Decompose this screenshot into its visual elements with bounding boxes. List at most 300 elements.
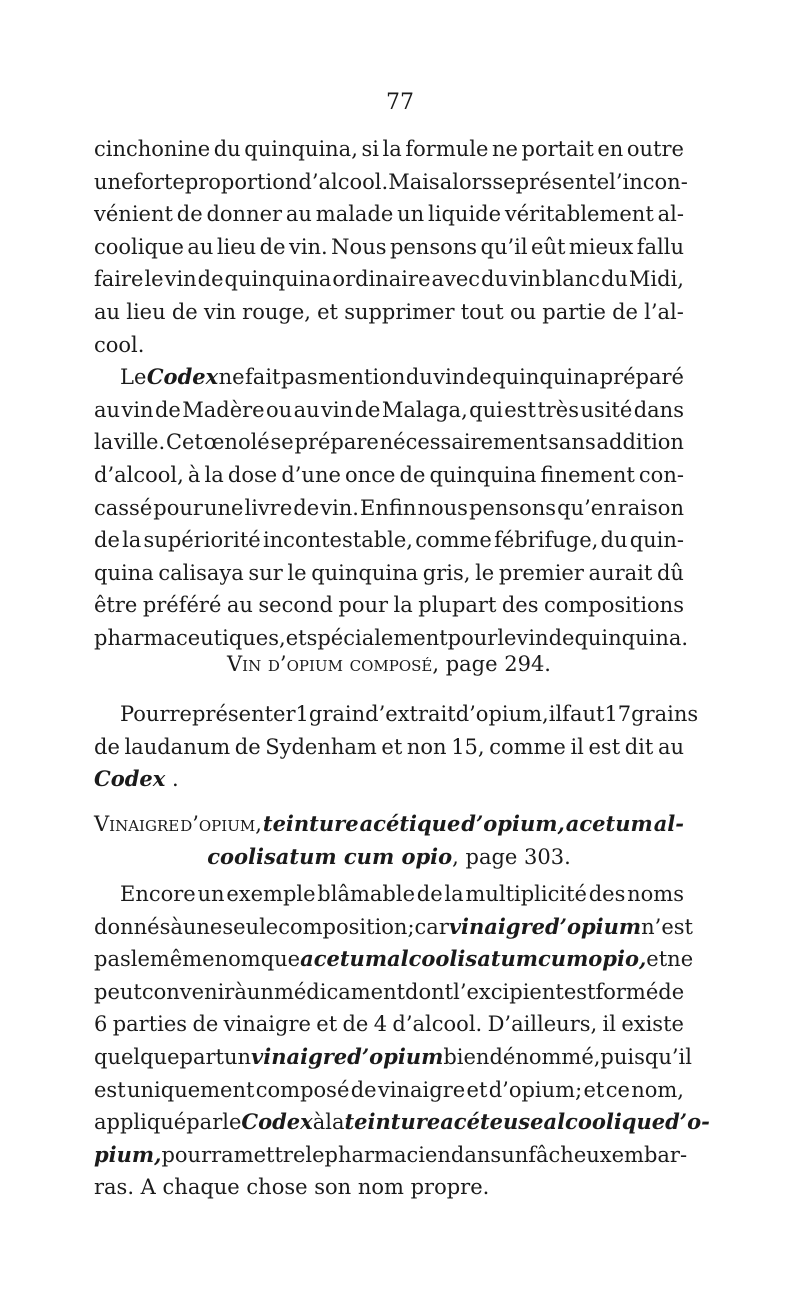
word: outre xyxy=(626,137,684,161)
word: pourra xyxy=(161,1142,234,1167)
word: et xyxy=(285,625,307,650)
word: dénommé, xyxy=(489,1044,601,1069)
word: ordinaire xyxy=(332,267,431,292)
word: au xyxy=(293,397,320,422)
italic-word: alcoolisatum xyxy=(387,946,539,972)
word: 4 xyxy=(373,1012,388,1037)
word: n’est xyxy=(641,914,693,939)
word: quinquina xyxy=(429,462,537,487)
word: Mais xyxy=(388,169,440,194)
word: nous xyxy=(417,495,468,520)
word: appliqué xyxy=(94,1110,187,1135)
word: uniquement xyxy=(126,1077,255,1102)
word: est xyxy=(588,734,621,759)
word: part xyxy=(179,1044,224,1069)
word: la xyxy=(444,882,464,906)
word: exemple xyxy=(226,882,316,906)
word: noms xyxy=(627,882,684,906)
word: la xyxy=(122,528,142,553)
text-line xyxy=(94,524,684,557)
italic-word: teinture xyxy=(262,811,359,836)
word: dose xyxy=(227,462,278,487)
word: médicament xyxy=(273,979,406,1004)
word: l’incon- xyxy=(609,169,688,194)
italic-word: d’opium xyxy=(545,913,642,939)
word: d’extrait xyxy=(365,702,456,726)
text-line xyxy=(94,976,684,1009)
word: proportion xyxy=(184,169,299,194)
word: fallu xyxy=(636,234,684,259)
small-caps-word: d’opium, xyxy=(180,812,262,836)
italic-word: d’o- xyxy=(665,1109,710,1135)
word: se xyxy=(270,430,294,455)
word: comme xyxy=(489,734,566,759)
text-run: , page 294. xyxy=(432,652,551,676)
word: est xyxy=(94,1077,126,1102)
word: pensons xyxy=(468,495,557,520)
word: la xyxy=(204,462,224,487)
word: de xyxy=(416,882,443,906)
italic-word: cum xyxy=(538,946,589,972)
page-number: 77 xyxy=(386,90,414,115)
word: spécialement xyxy=(306,625,448,650)
word: laudanum xyxy=(124,734,231,759)
text-line xyxy=(94,1106,710,1139)
word: d’alcool. xyxy=(392,1012,483,1037)
text-line xyxy=(94,133,684,166)
word: du xyxy=(481,267,508,292)
word: quin- xyxy=(629,528,684,553)
word: nom xyxy=(214,947,261,972)
word: composé xyxy=(255,1077,350,1102)
word: quelque xyxy=(94,1044,180,1069)
text-line xyxy=(94,557,684,590)
text-line xyxy=(94,589,684,622)
word: de xyxy=(342,1012,369,1037)
word: de xyxy=(176,202,203,227)
word: le xyxy=(222,1110,242,1135)
word: existe xyxy=(621,1012,684,1037)
text-line xyxy=(94,878,684,911)
word: 15, xyxy=(451,734,485,759)
text-line xyxy=(94,263,684,296)
word: dont xyxy=(405,979,454,1004)
word: d’opium; xyxy=(488,1077,583,1102)
word: de xyxy=(399,462,426,487)
word: vin. xyxy=(320,495,359,520)
word: mention xyxy=(318,365,406,390)
word: se xyxy=(492,169,516,194)
word: Midi, xyxy=(628,267,684,292)
word: vin. xyxy=(288,234,328,259)
word: tout xyxy=(460,299,504,324)
italic-word: alcoolique xyxy=(543,1109,666,1135)
text-line xyxy=(94,231,684,264)
word: quinquina xyxy=(224,267,332,292)
word: vin xyxy=(121,397,154,422)
text-line xyxy=(94,361,684,394)
word: d’alcool. xyxy=(298,169,389,194)
word: ou xyxy=(266,397,293,422)
word: 17 xyxy=(604,702,632,726)
text-line xyxy=(94,648,684,681)
text-line xyxy=(94,492,684,525)
word: vin xyxy=(508,267,542,292)
word: non xyxy=(406,734,447,759)
word: faut xyxy=(562,702,605,726)
word: une xyxy=(203,495,244,520)
word: représenter xyxy=(169,702,296,726)
italic-word: Codex xyxy=(241,1109,313,1135)
text-line xyxy=(94,459,684,492)
word: et xyxy=(646,947,668,972)
word: bien xyxy=(443,1044,490,1069)
word: dit xyxy=(624,734,654,759)
word: donnés xyxy=(94,914,171,939)
text-line xyxy=(94,731,684,764)
word: supériorité xyxy=(143,528,261,553)
word: et xyxy=(316,1012,338,1037)
italic-text: Codex xyxy=(94,766,166,792)
word: convenir xyxy=(141,979,235,1004)
text-run: . xyxy=(172,767,179,792)
word: la xyxy=(94,430,114,455)
word: quina xyxy=(94,560,154,585)
paragraph-block-quinquina xyxy=(94,133,689,655)
word: plupart xyxy=(418,593,497,618)
word: au xyxy=(187,234,214,259)
word: préparé xyxy=(599,365,684,390)
word: aurait xyxy=(588,560,653,585)
word: présente xyxy=(515,169,610,194)
word: vinaigre xyxy=(223,1012,311,1037)
word: préféré xyxy=(142,593,222,618)
word: alors xyxy=(439,169,493,194)
word: au xyxy=(94,299,121,324)
word: pharmacien xyxy=(324,1142,451,1167)
word: du xyxy=(600,528,628,553)
word: D’ailleurs, xyxy=(487,1012,598,1037)
word: puisqu’il xyxy=(600,1044,692,1069)
italic-word: d’opium xyxy=(347,1043,444,1069)
text-line xyxy=(94,296,684,329)
word: supprimer xyxy=(344,299,455,324)
word: lieu xyxy=(216,234,257,259)
word: qu’en xyxy=(557,495,617,520)
word: vin xyxy=(203,299,236,324)
text-line xyxy=(94,1008,684,1041)
text-line xyxy=(94,841,684,874)
word: de xyxy=(658,979,685,1004)
word: un xyxy=(197,882,225,906)
italic-word: vinaigre xyxy=(251,1043,348,1069)
word: grains xyxy=(631,702,699,726)
word: le xyxy=(497,625,517,650)
italic-word: opio, xyxy=(588,946,647,972)
word: ne xyxy=(218,365,245,390)
word: au xyxy=(285,202,312,227)
word: lieu xyxy=(126,299,166,324)
text-run: ras. A chaque chose son nom propre. xyxy=(94,1175,490,1200)
word: Le xyxy=(120,365,147,390)
word: liquide xyxy=(428,202,502,227)
word: pour xyxy=(153,495,203,520)
word: Enfin xyxy=(360,495,417,520)
word: en xyxy=(597,137,624,161)
word: sans xyxy=(548,430,596,455)
text-run: cool. xyxy=(94,332,145,357)
word: quinquina xyxy=(311,560,419,585)
word: multiplicité xyxy=(465,882,587,906)
word: pensons xyxy=(389,234,478,259)
text-line xyxy=(94,394,684,427)
word: donner xyxy=(206,202,283,227)
word: la xyxy=(393,593,413,618)
section-heading-vin-opium xyxy=(94,648,684,681)
word: le xyxy=(130,947,150,972)
word: est xyxy=(563,979,596,1004)
word: parties xyxy=(112,1012,188,1037)
word: seule xyxy=(222,914,279,939)
text-line xyxy=(94,426,684,459)
word: de xyxy=(94,528,120,553)
word: cassé xyxy=(94,495,153,520)
paragraph-block-vinaigre xyxy=(94,878,710,1204)
word: de xyxy=(350,1077,377,1102)
italic-word: acetum xyxy=(565,811,653,836)
word: pour xyxy=(447,625,498,650)
word: pharmaceutiques, xyxy=(94,625,286,650)
word: véritablement xyxy=(504,202,654,227)
word: composition; xyxy=(278,914,415,939)
word: Pour xyxy=(120,702,170,726)
word: ville. xyxy=(114,430,166,455)
section-heading-vinaigre-opium xyxy=(94,808,684,873)
word: Nous xyxy=(331,234,387,259)
word: Encore xyxy=(120,882,196,906)
word: pour xyxy=(338,593,389,618)
word: Cet xyxy=(165,430,203,455)
word: et xyxy=(583,1077,605,1102)
word: de xyxy=(293,495,320,520)
word: si xyxy=(361,137,379,161)
word: quinquina, xyxy=(244,137,358,161)
word: eût xyxy=(531,234,566,259)
italic-word: al- xyxy=(653,811,684,836)
italic-text: coolisatum cum opio xyxy=(207,843,453,869)
word: gris, xyxy=(422,560,471,585)
word: formé xyxy=(595,979,659,1004)
text-run: , page 303. xyxy=(452,844,571,869)
word: l’excipient xyxy=(453,979,564,1004)
word: à xyxy=(170,914,183,939)
word: une xyxy=(94,169,134,194)
italic-word: pium, xyxy=(94,1141,162,1167)
word: et xyxy=(317,299,338,324)
word: vinaigre xyxy=(377,1077,466,1102)
word: est xyxy=(504,397,536,422)
italic-word: acéteuse xyxy=(440,1109,544,1135)
word: forte xyxy=(133,169,185,194)
word: à xyxy=(312,1110,326,1135)
word: du xyxy=(405,365,433,390)
word: coolique xyxy=(94,234,184,259)
word: au xyxy=(657,734,684,759)
word: être xyxy=(94,593,138,618)
word: embar- xyxy=(611,1142,688,1167)
word: ce xyxy=(605,1077,630,1102)
word: de xyxy=(548,625,575,650)
word: compositions xyxy=(543,593,684,618)
word: de xyxy=(197,267,224,292)
word: calisaya xyxy=(158,560,244,585)
word: d’alcool, xyxy=(94,462,184,487)
text-line xyxy=(94,943,694,976)
italic-word: Codex xyxy=(146,364,219,390)
word: un xyxy=(397,202,425,227)
word: prépare xyxy=(294,430,379,455)
text-line xyxy=(94,1041,692,1074)
word: vin xyxy=(433,365,466,390)
word: formule xyxy=(405,137,489,161)
word: mieux xyxy=(568,234,634,259)
word: Madère xyxy=(182,397,265,422)
word: pas xyxy=(94,947,131,972)
word: d’opium, xyxy=(455,702,549,726)
word: de xyxy=(612,299,638,324)
word: grain xyxy=(308,702,366,726)
word: un xyxy=(246,979,274,1004)
word: un xyxy=(501,1142,529,1167)
text-line xyxy=(94,1171,684,1204)
word: quinquina. xyxy=(574,625,689,650)
word: 6 xyxy=(94,1012,108,1037)
word: une xyxy=(182,914,223,939)
word: de xyxy=(465,365,492,390)
word: vin xyxy=(164,267,197,292)
text-line xyxy=(94,1074,684,1107)
word: que xyxy=(260,947,301,972)
word: ne xyxy=(667,947,694,972)
word: avec xyxy=(431,267,481,292)
word: ou xyxy=(509,299,537,324)
word: dans xyxy=(633,397,684,422)
word: Sydenham xyxy=(265,734,377,759)
word: once xyxy=(345,462,396,487)
word: fait xyxy=(245,365,281,390)
word: 1 xyxy=(295,702,309,726)
word: blâmable xyxy=(317,882,415,906)
italic-word: d’opium, xyxy=(461,811,565,836)
text-line xyxy=(94,763,684,796)
word: et xyxy=(466,1077,488,1102)
small-caps-word: Vinaigre xyxy=(94,812,180,836)
word: Malaga, xyxy=(381,397,468,422)
word: incontestable, xyxy=(262,528,413,553)
word: al- xyxy=(657,202,684,227)
word: même xyxy=(149,947,215,972)
word: car xyxy=(414,914,449,939)
word: malade xyxy=(315,202,394,227)
word: dans xyxy=(450,1142,502,1167)
word: pas xyxy=(280,365,318,390)
word: second xyxy=(258,593,333,618)
text-line xyxy=(94,911,693,944)
word: blanc xyxy=(542,267,600,292)
italic-word: acétique xyxy=(359,811,461,836)
word: au xyxy=(94,397,121,422)
word: de xyxy=(154,397,181,422)
text-line xyxy=(94,808,684,841)
text-line xyxy=(94,166,688,199)
word: comme xyxy=(415,528,492,553)
word: des xyxy=(501,593,539,618)
word: ne xyxy=(492,137,518,161)
word: un xyxy=(223,1044,252,1069)
word: qui xyxy=(469,397,503,422)
word: usité xyxy=(580,397,633,422)
word: nom, xyxy=(631,1077,684,1102)
word: de xyxy=(171,299,198,324)
word: le xyxy=(475,560,495,585)
text-line xyxy=(94,198,684,231)
word: la xyxy=(325,1110,345,1135)
word: vénient xyxy=(94,202,173,227)
word: il xyxy=(548,702,563,726)
word: l’al- xyxy=(644,299,684,324)
word: au xyxy=(226,593,253,618)
word: le xyxy=(305,1142,325,1167)
word: peut xyxy=(94,979,142,1004)
small-caps-text: Vin d’opium composé xyxy=(227,652,433,676)
word: du xyxy=(600,267,628,292)
word: con- xyxy=(638,462,684,487)
word: rouge, xyxy=(242,299,311,324)
word: finement xyxy=(540,462,635,487)
word: par xyxy=(186,1110,223,1135)
word: le xyxy=(144,267,164,292)
word: très xyxy=(537,397,579,422)
word: cinchonine xyxy=(94,137,211,161)
word: des xyxy=(588,882,626,906)
word: à xyxy=(187,462,201,487)
word: œnolé xyxy=(203,430,270,455)
word: partie xyxy=(542,299,606,324)
text-line xyxy=(94,1139,688,1172)
word: fâcheux xyxy=(528,1142,612,1167)
word: fébrifuge, xyxy=(494,528,599,553)
word: raison xyxy=(617,495,684,520)
word: mettre xyxy=(233,1142,306,1167)
word: de xyxy=(259,234,286,259)
word: de xyxy=(234,734,261,759)
word: de xyxy=(94,734,120,759)
word: vin xyxy=(516,625,549,650)
word: le xyxy=(287,560,307,585)
text-line xyxy=(94,698,699,731)
word: vin xyxy=(321,397,354,422)
word: faire xyxy=(94,267,144,292)
word: du xyxy=(213,137,241,161)
word: sur xyxy=(248,560,283,585)
word: et xyxy=(381,734,403,759)
word: portait xyxy=(521,137,594,161)
text-line xyxy=(94,329,684,362)
word: de xyxy=(192,1012,219,1037)
word: il xyxy=(570,734,584,759)
word: il xyxy=(602,1012,616,1037)
italic-word: acetum xyxy=(300,946,388,972)
